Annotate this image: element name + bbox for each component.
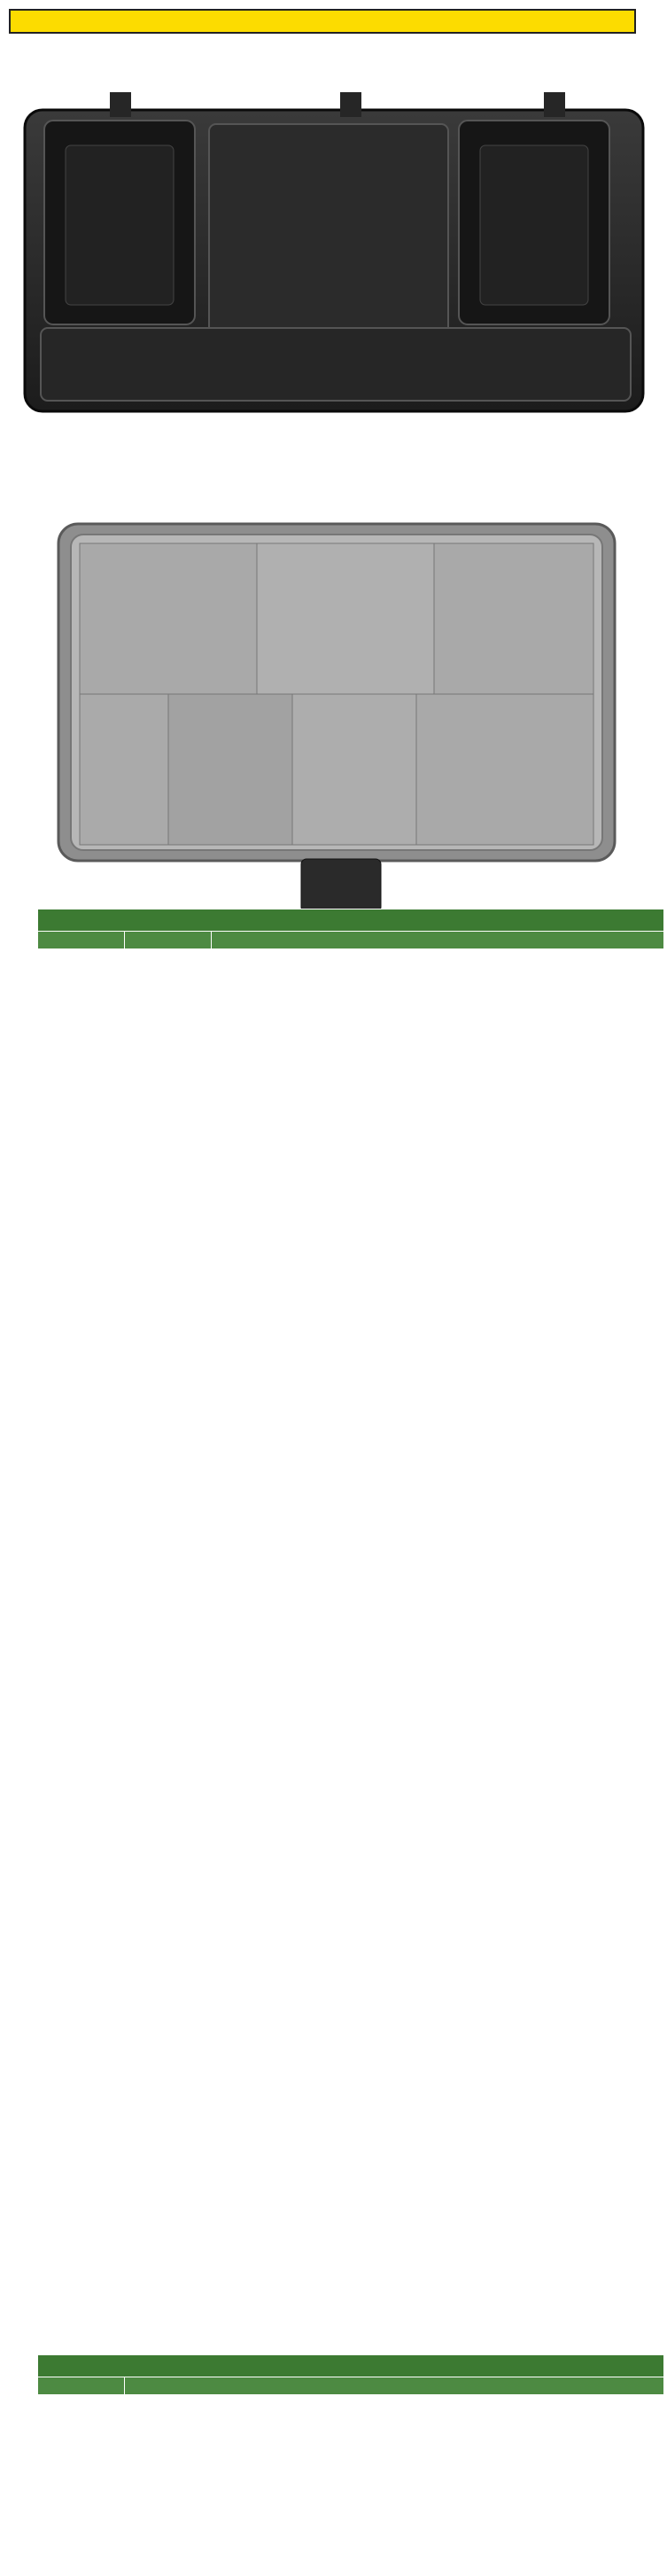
top-view-diagram [12,74,655,429]
left-connector-inner [66,145,174,305]
compartment-g [416,694,593,845]
compartment-f [292,694,416,845]
bottom-tab [301,859,381,912]
circuit-col-header [212,932,664,949]
top-clip-center [340,92,361,117]
compartment-d [80,694,168,845]
relay-col-header [38,2377,125,2395]
right-connector-inner [480,145,588,305]
top-clip-left [110,92,131,117]
relay-table-caption [38,2355,664,2377]
fuse-col-header [38,932,125,949]
page-title [9,9,636,34]
compartment-a [80,543,257,694]
fuse-table [37,909,664,949]
amp-col-header [125,932,212,949]
compartment-e [168,694,292,845]
fuse-table-caption [38,909,664,932]
center-module [209,124,448,346]
relay-desc-col-header [125,2377,664,2395]
compartment-c [434,543,593,694]
bottom-strip [41,328,631,401]
top-clip-right [544,92,565,117]
bottom-view-diagram [53,519,620,926]
compartment-b [257,543,434,694]
relay-table [37,2354,664,2395]
